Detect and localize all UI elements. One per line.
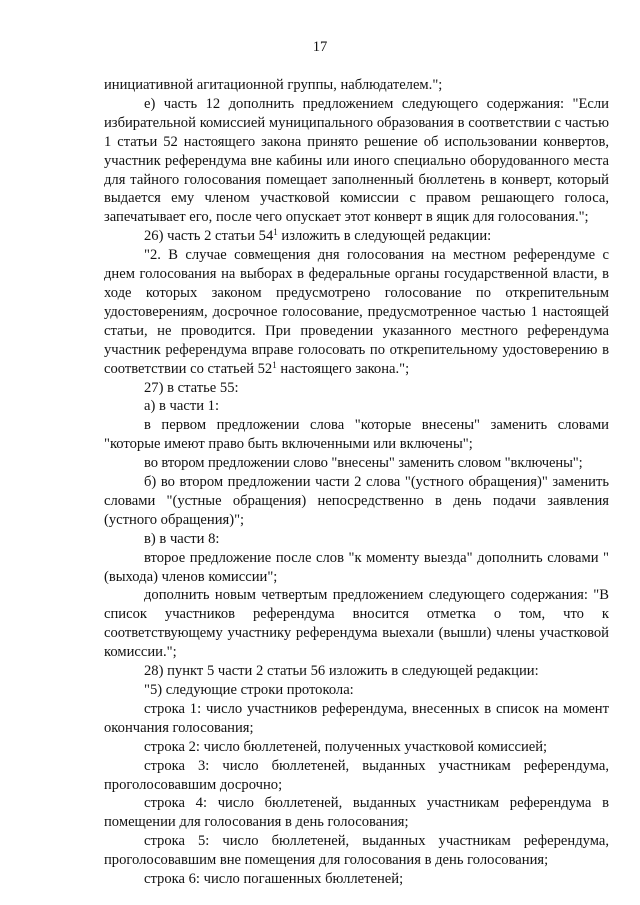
paragraph: во втором предложении слово "внесены" заменить словом "включены"; xyxy=(144,455,583,472)
paragraph: "5) следующие строки протокола: xyxy=(144,682,354,698)
paragraph: строка 6: число погашенных бюллетеней; xyxy=(144,871,404,888)
paragraph: строка 2: число бюллетеней, полученных участковой комиссией; xyxy=(144,738,548,755)
document-body xyxy=(104,76,609,889)
paragraph: 27) в статье 55: xyxy=(144,379,239,396)
paragraph: строка 4: число бюллетеней, выданных участникам референдума в помещении для голосования в день голосования; xyxy=(104,795,609,831)
paragraph xyxy=(104,227,609,246)
paragraph: строка 5: число бюллетеней, выданных участникам референдума, проголосовавшим вне помещения для голосования в день голосования; xyxy=(104,833,609,869)
paragraph xyxy=(104,246,609,378)
paragraph: дополнить новым четвертым предложением следующего содержания: "В список участников референдума вносится отметка о том, что к соответствующему участнику референдума выехали (вышли) члены участковой комиссии."; xyxy=(104,587,609,661)
paragraph: в первом предложении слова "которые внесены" заменить словами "которые имеют право быть включенными или включены"; xyxy=(104,417,609,453)
paragraph: б) во втором предложении части 2 слова "(устного обращения)" заменить словами "(устные обращения) непосредственно в день подачи заявления (устного обращения)"; xyxy=(104,474,609,528)
paragraph: инициативной агитационной группы, наблюдателем."; xyxy=(104,77,443,93)
paragraph-text: "2. В случае совмещения дня голосования на местном референдуме с днем голосования на выборах в федеральные органы государственной власти, в ходе которых законом предусмотрено голосование по открепительным удостоверениям, досрочное голосование, предусмотренное частью 1 настоящей статьи, не проводится. При проведении указанного местного референдума участник референдума вправе голосовать по открепительному удостоверению в соответствии со статьей 52 xyxy=(104,247,609,377)
paragraph: строка 3: число бюллетеней, выданных участникам референдума, проголосовавшим досрочно; xyxy=(104,757,609,793)
superscript-index: 1 xyxy=(273,227,278,238)
paragraph: в) в части 8: xyxy=(144,530,220,547)
paragraph: строка 1: число участников референдума, внесенных в список на момент окончания голосования; xyxy=(104,700,609,736)
paragraph: а) в части 1: xyxy=(144,398,220,415)
paragraph-text: 26) часть 2 статьи 54 xyxy=(144,228,274,245)
paragraph: второе предложение после слов "к моменту выезда" дополнить словами "(выхода) членов комиссии"; xyxy=(104,549,609,585)
superscript-index: 1 xyxy=(272,359,277,370)
paragraph-text: настоящего закона."; xyxy=(276,360,410,377)
paragraph-text: изложить в следующей редакции: xyxy=(277,228,492,245)
paragraph: е) часть 12 дополнить предложением следующего содержания: "Если избирательной комиссией муниципального образования в соответствии с частью 1 статьи 52 настоящего закона принято решение об использовании конвертов, участник референдума вне кабины или иного специально оборудованного места для тайного голосования помещает заполненный бюллетень в конверт, который выдается ему членом участковой комиссии с правом решающего голоса, запечатывает его, после чего опускает этот конверт в ящик для голосования."; xyxy=(104,95,609,226)
paragraph: 28) пункт 5 части 2 статьи 56 изложить в следующей редакции: xyxy=(144,663,539,680)
page-number: 17 xyxy=(312,39,328,55)
